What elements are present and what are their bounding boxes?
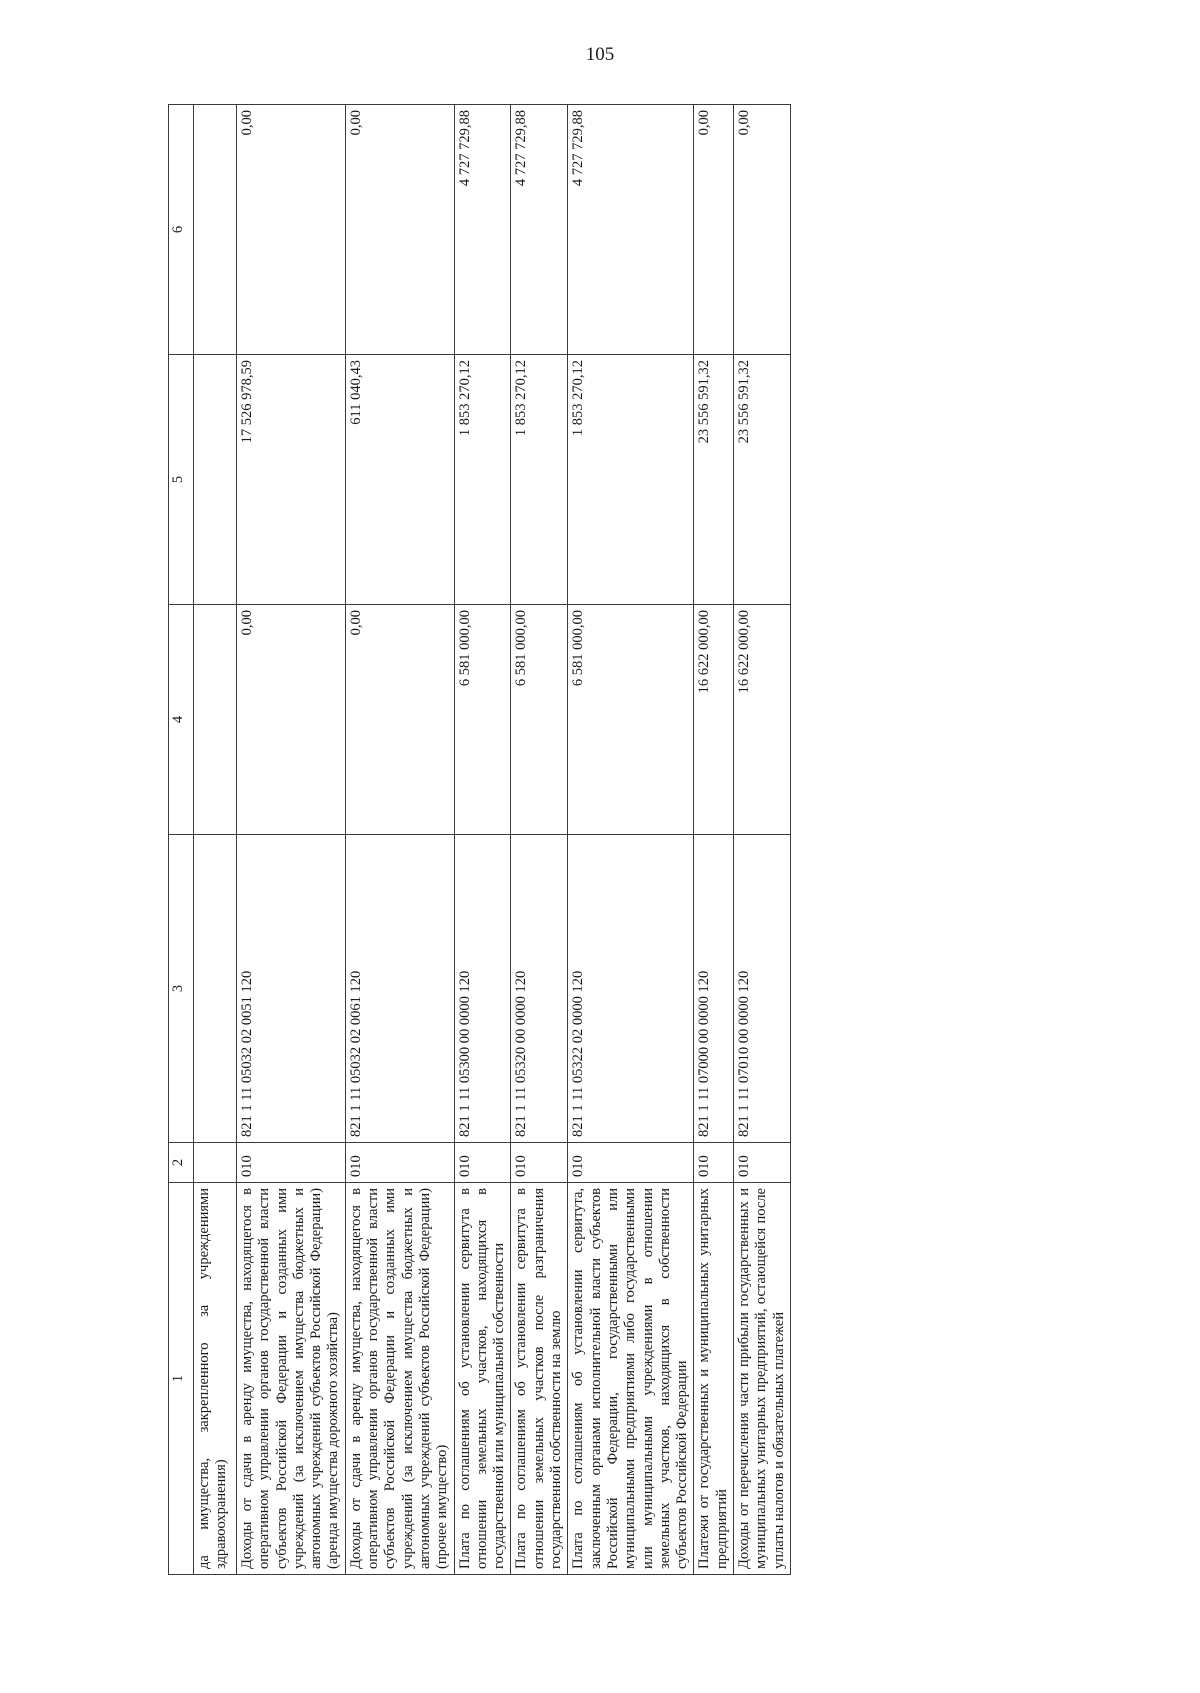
row-value-4: 0,00 — [345, 605, 454, 835]
row-value-4: 16 622 000,00 — [734, 605, 791, 835]
page-number: 105 — [585, 44, 615, 65]
row-value-6: 0,00 — [345, 105, 454, 355]
row-value-6: 0,00 — [734, 105, 791, 355]
row-code: 010 — [511, 1143, 568, 1183]
row-value-5: 23 556 591,32 — [694, 355, 734, 605]
row-code: 010 — [237, 1143, 346, 1183]
row-code: 010 — [568, 1143, 694, 1183]
header-cell-1: 1 — [169, 1183, 194, 1575]
row-kbk — [194, 835, 237, 1143]
row-kbk: 821 1 11 05300 00 0000 120 — [454, 835, 511, 1143]
row-name: Доходы от сдачи в аренду имущества, находящегося в оперативном управлении органов государственной власти субъектов Российской Федерации и созданных ими учреждений (за исключением имущества бюджетных и автономных учреждений субъектов Российской Федерации) (аренда имущества дорожного хозяйства) — [237, 1183, 346, 1575]
header-cell-5: 5 — [169, 355, 194, 605]
row-value-6: 0,00 — [694, 105, 734, 355]
row-code: 010 — [345, 1143, 454, 1183]
row-name: да имущества, закрепленного за учреждениями здравоохранения) — [194, 1183, 237, 1575]
header-row — [169, 105, 194, 1575]
row-value-4: 16 622 000,00 — [694, 605, 734, 835]
row-kbk: 821 1 11 07010 00 0000 120 — [734, 835, 791, 1143]
row-value-6: 4 727 729,88 — [568, 105, 694, 355]
row-value-6: 4 727 729,88 — [511, 105, 568, 355]
header-cell-3: 3 — [169, 835, 194, 1143]
row-value-6: 4 727 729,88 — [454, 105, 511, 355]
table-row — [694, 105, 734, 1575]
table-row — [568, 105, 694, 1575]
table-row — [237, 105, 346, 1575]
row-value-4: 6 581 000,00 — [568, 605, 694, 835]
table-row — [454, 105, 511, 1575]
row-kbk: 821 1 11 05320 00 0000 120 — [511, 835, 568, 1143]
row-code: 010 — [454, 1143, 511, 1183]
row-value-4: 6 581 000,00 — [454, 605, 511, 835]
row-value-5: 1 853 270,12 — [568, 355, 694, 605]
header-cell-4: 4 — [169, 605, 194, 835]
row-name: Плата по соглашениям об установлении сервитута, заключенным органами исполнительной власти субъектов Российской Федерации, государственными или муниципальными предприятиями либо государственными или муниципальными учреждениями в отношении земельных участков, находящихся в собственности субъектов Российской Федерации — [568, 1183, 694, 1575]
row-value-5 — [194, 355, 237, 605]
row-kbk: 821 1 11 05322 02 0000 120 — [568, 835, 694, 1143]
row-name: Плата по соглашениям об установлении сервитута в отношении земельных участков после разграничения государственной собственности на землю — [511, 1183, 568, 1575]
row-name: Плата по соглашениям об установлении сервитута в отношении земельных участков, находящихся в государственной или муниципальной собственности — [454, 1183, 511, 1575]
table-row — [511, 105, 568, 1575]
table-row — [194, 105, 237, 1575]
header-cell-2: 2 — [169, 1143, 194, 1183]
table-row — [345, 105, 454, 1575]
rotated-table-container — [168, 105, 1088, 1575]
row-name: Доходы от перечисления части прибыли государственных и муниципальных унитарных предприятий, остающейся после уплаты налогов и обязательных платежей — [734, 1183, 791, 1575]
row-code — [194, 1143, 237, 1183]
row-kbk: 821 1 11 05032 02 0061 120 — [345, 835, 454, 1143]
row-value-5: 23 556 591,32 — [734, 355, 791, 605]
row-value-5: 611 040,43 — [345, 355, 454, 605]
revenue-table — [168, 104, 791, 1575]
row-kbk: 821 1 11 07000 00 0000 120 — [694, 835, 734, 1143]
row-value-5: 1 853 270,12 — [454, 355, 511, 605]
row-value-5: 1 853 270,12 — [511, 355, 568, 605]
row-kbk: 821 1 11 05032 02 0051 120 — [237, 835, 346, 1143]
row-value-6: 0,00 — [237, 105, 346, 355]
table-row — [734, 105, 791, 1575]
header-cell-6: 6 — [169, 105, 194, 355]
row-value-4 — [194, 605, 237, 835]
row-code: 010 — [734, 1143, 791, 1183]
row-name: Доходы от сдачи в аренду имущества, находящегося в оперативном управлении органов государственной власти субъектов Российской Федерации и созданных ими учреждений (за исключением имущества бюджетных и автономных учреждений субъектов Российской Федерации) (прочее имущество) — [345, 1183, 454, 1575]
row-value-6 — [194, 105, 237, 355]
row-name: Платежи от государственных и муниципальных унитарных предприятий — [694, 1183, 734, 1575]
row-value-4: 0,00 — [237, 605, 346, 835]
row-code: 010 — [694, 1143, 734, 1183]
row-value-5: 17 526 978,59 — [237, 355, 346, 605]
row-value-4: 6 581 000,00 — [511, 605, 568, 835]
